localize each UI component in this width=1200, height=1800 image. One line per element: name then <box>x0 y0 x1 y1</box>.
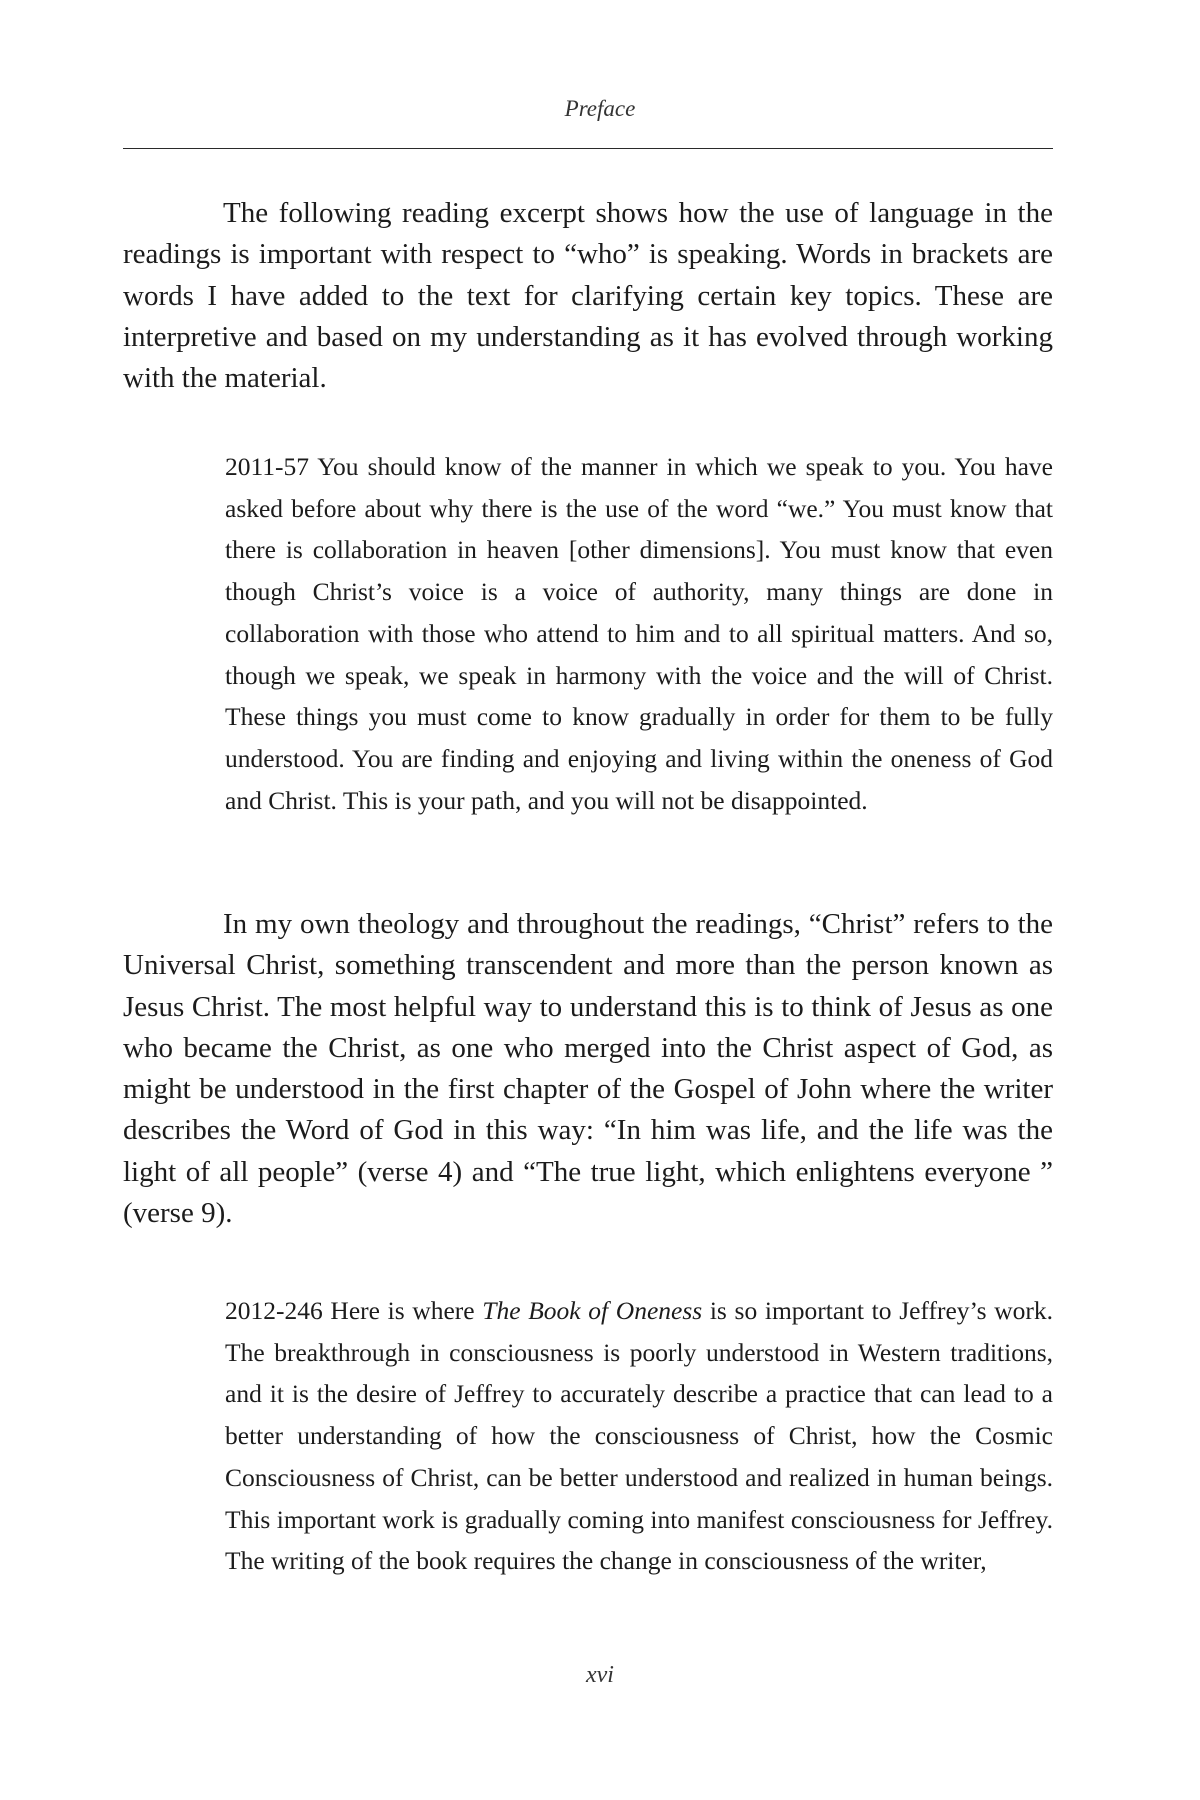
body-paragraph-2: In my own theology and throughout the readings, “Christ” refers to the Universal Christ, something transcendent and more than the person known as Jesus Christ. The most helpful way to understand this is to think of Jesus as one who became the Christ, as one who merged into the Christ aspect of God, as might be understood in the first chapter of the Gospel of John where the writer describes the Word of God in this way: “In him was life, and the life was the light of all people” (verse 4) and “The true light, which enlightens everyone ” (verse 9). <box>123 908 1053 1230</box>
running-head: Preface <box>564 96 636 121</box>
reading-excerpt-1-text: You should know of the manner in which we speak to you. You have asked before about why there is the use of the word “we.” You must know that there is collaboration in heaven [other dimensions]. You must know that even though Christ’s voice is a voice of authority, many things are done in collaboration with those who attend to him and to all spiritual matters. And so, though we speak, we speak in harmony with the voice and the will of Christ. These things you must come to know gradually in order for them to be fully understood. You are finding and enjoying and living within the oneness of God and Christ. This is your path, and you will not be disappointed. <box>225 452 1053 815</box>
reading-excerpt-2 <box>225 1290 1053 1582</box>
reading-excerpt-2-text-before: Here is where <box>330 1296 475 1325</box>
book-title: The Book of Oneness <box>482 1296 703 1325</box>
page-number: xvi <box>586 1662 614 1688</box>
body-paragraph-1: The following reading excerpt shows how the use of language in the readings is important with respect to “who” is speaking. Words in brackets are words I have added to the text for clarifying certain key topics. These are interpretive and based on my understanding as it has evolved through working with the material. <box>123 197 1053 395</box>
header-rule <box>123 148 1053 149</box>
reading-reference-2: 2012-246 <box>225 1296 323 1325</box>
reading-excerpt-2-text-after: is so important to Jeffrey’s work. The breakthrough in consciousness is poorly understood in Western traditions, and it is the desire of Jeffrey to accurately describe a practice that can lead to a better understanding of how the consciousness of Christ, how the Cosmic Consciousness of Christ, can be better understood and realized in human beings. This important work is gradually coming into manifest consciousness for Jeffrey. The writing of the book requires the change in consciousness of the writer, <box>225 1296 1053 1576</box>
reading-reference-1: 2011-57 <box>225 452 310 481</box>
reading-excerpt-1 <box>225 446 1053 821</box>
